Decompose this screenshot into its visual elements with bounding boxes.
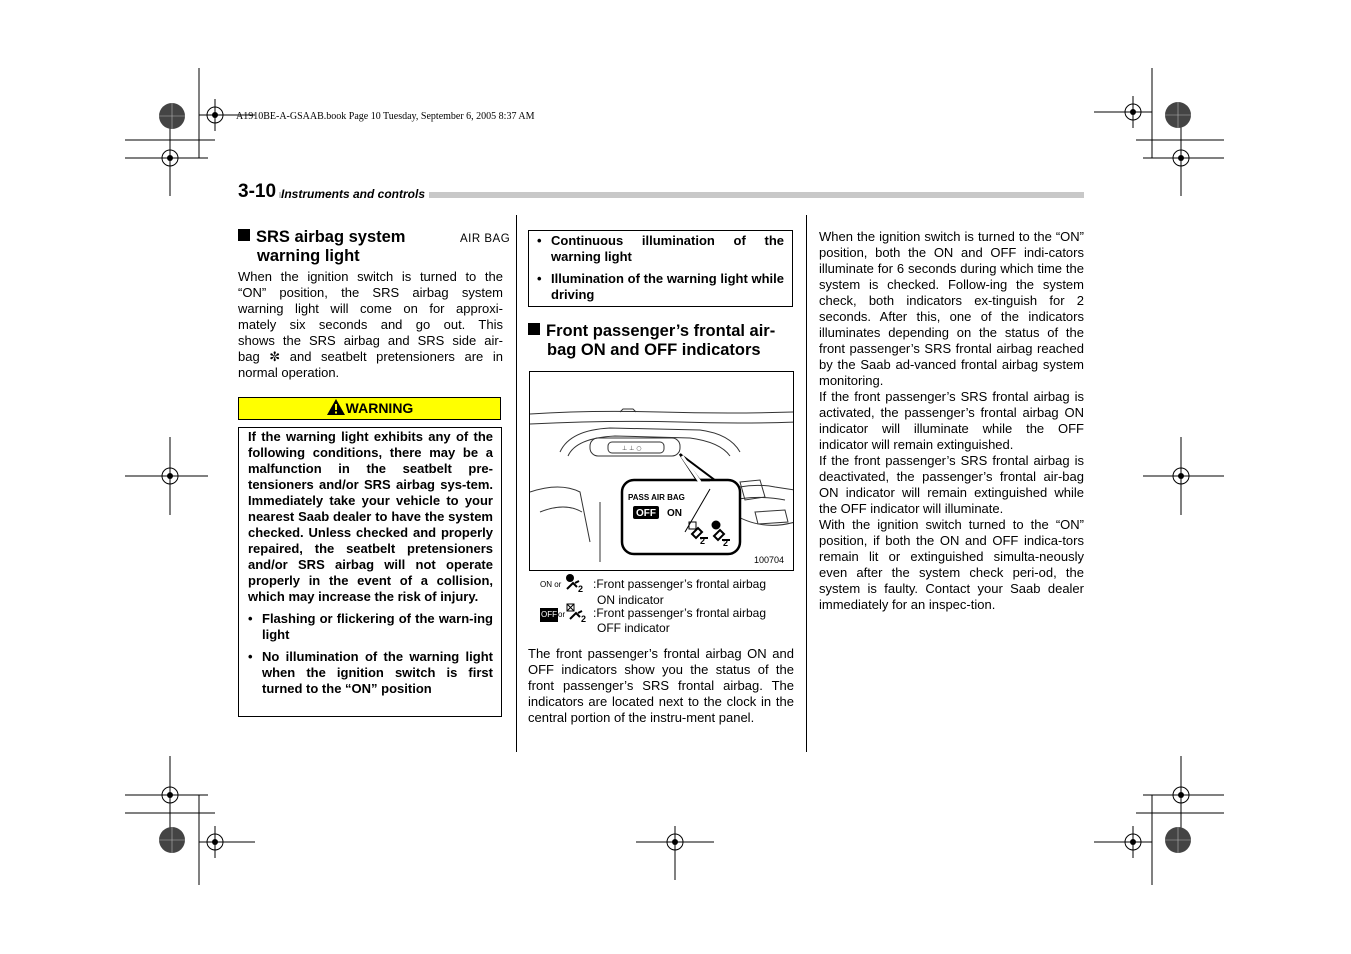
legend-on-desc-cont: ON indicator — [597, 593, 664, 607]
paragraph: With the ignition switch turned to the “ON” position, if both the ON and OFF indica-tors remain lit or extinguished simulta-neously even after the system check peri-od, the system is faulty. Contact your Saab dealer immediately for an inspec-tion. — [819, 517, 1084, 612]
svg-text:2: 2 — [581, 614, 587, 623]
warning-text: If the warning light exhibits any of the following conditions, there may be a malfunction in the seatbelt pre-tensioners and/or SRS airbag sys-tem. Immediately take your vehicle to your nearest Saab dealer to have the system checked. Unless checked and properly repaired, the seatbelt pretensioners and/or SRS airbag will not operate properly in the event of a collision, which may increase the risk of injury. — [248, 429, 493, 604]
srs-heading: SRS airbag system warning light — [238, 228, 438, 266]
svg-text:2: 2 — [578, 584, 584, 593]
column-divider-left — [516, 215, 517, 752]
legend-off-desc: :Front passenger’s frontal airbag — [593, 606, 766, 620]
heading-square-icon — [528, 323, 540, 335]
legend-on-prefix: ON or — [540, 580, 562, 589]
warning-box — [238, 427, 502, 717]
legend-on-desc: :Front passenger’s frontal airbag — [593, 577, 766, 591]
heading-square-icon — [238, 229, 250, 241]
figure-code: 100704 — [754, 555, 785, 565]
print-info: A1910BE-A-GSAAB.book Page 10 Tuesday, September 6, 2005 8:37 AM — [236, 111, 535, 122]
legend-off-badge: OFF — [540, 608, 558, 622]
paragraph: When the ignition switch is turned to the “ON” position, both the ON and OFF indi-cators illuminate for 6 seconds during which time the system is checked. Follow-ing the system check, both indicators ex-tinguish for 2 seconds. After this, one of the indicators illuminates depending on the status of the front passenger’s SRS frontal airbag reached by the Saab ad-vanced frontal airbag system monitoring. — [819, 229, 1084, 388]
panel-title: PASS AIR BAG — [628, 493, 685, 502]
svg-text:2: 2 — [700, 536, 706, 546]
paragraph: If the front passenger’s SRS frontal airbag is deactivated, the passenger’s frontal air-bag ON indicator will remain extinguished while the OFF indicator will illuminate. — [819, 453, 1084, 516]
airbag-off-icon — [566, 603, 590, 623]
list-item: • Flashing or flickering of the warn-ing light — [248, 611, 493, 643]
svg-text:⊥ ⊥ ○: ⊥ ⊥ ○ — [622, 445, 642, 452]
indicators-body: The front passenger’s frontal airbag ON and OFF indicators show you the status of the front passenger’s SRS frontal airbag. The indicators are located next to the clock in the central portion of the instru-ment panel. — [528, 646, 794, 725]
section-title: Instruments and controls — [281, 187, 429, 201]
indicator-illustration — [529, 371, 794, 571]
paragraph: If the front passenger’s SRS frontal airbag is activated, the passenger’s frontal airbag ON indicator will illuminate while the OFF indicator will remain extinguished. — [819, 389, 1084, 452]
list-item: • No illumination of the warning light when the ignition switch is first turned to the “ON” position — [248, 649, 493, 697]
on-label: ON — [667, 508, 682, 519]
legend-off — [540, 606, 800, 636]
column-divider-right — [806, 215, 807, 752]
indicators-heading: Front passenger’s frontal air- bag ON and OFF indicators — [528, 322, 798, 360]
airbag-warning-symbol: AIR BAG — [460, 233, 511, 245]
status-explanation — [819, 229, 1084, 613]
legend-off-or: or — [558, 610, 566, 619]
warning-conditions — [248, 611, 493, 697]
legend-off-desc-cont: OFF indicator — [597, 621, 670, 635]
warning-banner — [238, 397, 501, 420]
warning-label: WARNING — [345, 400, 414, 416]
page-header — [238, 181, 1084, 201]
off-label: OFF — [636, 508, 656, 519]
dashboard-drawing — [530, 372, 794, 571]
svg-text:2: 2 — [723, 538, 729, 548]
airbag-on-icon — [563, 573, 587, 593]
page-number: 3-10 — [238, 181, 279, 203]
list-item: • Continuous illumination of the warning light — [537, 233, 784, 265]
list-item: • Illumination of the warning light while driving — [537, 271, 784, 303]
warning-box-continued — [528, 230, 793, 307]
srs-body: When the ignition switch is turned to the “ON” position, the SRS airbag system warning light will come on for approxi- mately six seconds and go out. This shows the SRS airbag and SRS side air- bag ✼ and seatbelt pretensioners are in normal operation. — [238, 269, 503, 380]
warning-conditions-continued — [537, 233, 784, 303]
warning-triangle-icon — [326, 398, 346, 416]
